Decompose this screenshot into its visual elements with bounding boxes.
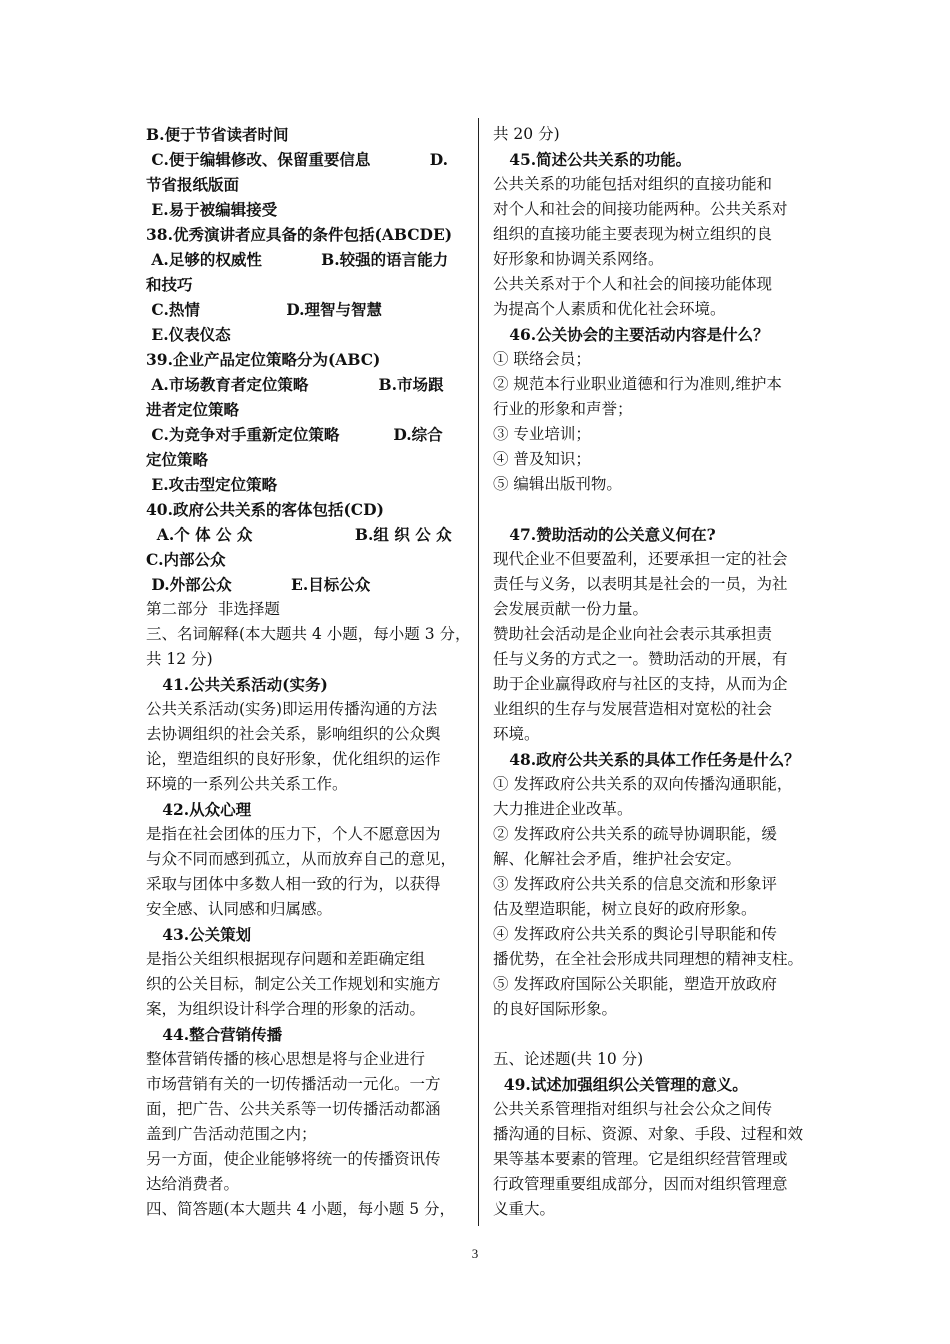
text-line: 环境。 bbox=[493, 725, 540, 743]
text-line: 织的公关目标，制定公关工作规划和实施方 bbox=[146, 975, 441, 993]
text-line: 共 20 分) bbox=[493, 125, 560, 143]
text-line: C.为竞争对手重新定位策略 D.综合 bbox=[146, 425, 443, 444]
text-line: 第二部分 非选择题 bbox=[146, 600, 280, 618]
text-line: 面，把广告、公共关系等一切传播活动都涵 bbox=[146, 1100, 441, 1118]
text-line: 任与义务的方式之一。赞助活动的开展，有 bbox=[493, 650, 788, 668]
text-line: 对个人和社会的间接功能两种。公共关系对 bbox=[493, 200, 788, 218]
text-line: 去协调组织的社会关系，影响组织的公众舆 bbox=[146, 725, 441, 743]
text-line: 公共关系活动(实务)即运用传播沟通的方法 bbox=[146, 700, 438, 718]
right-column bbox=[493, 122, 818, 1222]
text-line bbox=[493, 1022, 818, 1047]
text-line: 义重大。 bbox=[493, 1200, 556, 1218]
text-line: 整体营销传播的核心思想是将与企业进行 bbox=[146, 1050, 426, 1068]
text-line: 赞助社会活动是企业向社会表示其承担责 bbox=[493, 625, 773, 643]
text-line: 48.政府公共关系的具体工作任务是什么？ bbox=[493, 750, 800, 769]
text-line: C.热情 D.理智与智慧 bbox=[146, 300, 382, 319]
text-line: 49.试述加强组织公关管理的意义。 bbox=[493, 1075, 748, 1094]
text-line: 估及塑造职能，树立良好的政府形象。 bbox=[493, 900, 757, 918]
text-line: 安全感、认同感和归属感。 bbox=[146, 900, 333, 918]
text-line: 40.政府公共关系的客体包括(CD) bbox=[146, 500, 384, 519]
text-line: A.市场教育者定位策略 B.市场跟 bbox=[146, 375, 444, 394]
text-line: 与众不同而感到孤立，从而放弃自己的意见， bbox=[146, 850, 457, 868]
text-line: ② 规范本行业职业道德和行为准则,维护本 bbox=[493, 375, 782, 393]
text-line: 采取与团体中多数人相一致的行为，以获得 bbox=[146, 875, 441, 893]
text-line: B.便于节省读者时间 bbox=[146, 125, 289, 144]
text-line: 共 12 分) bbox=[146, 650, 213, 668]
text-line: A.足够的权威性 B.较强的语言能力 bbox=[146, 250, 449, 269]
text-line: 三、名词解释(本大题共 4 小题，每小题 3 分， bbox=[146, 625, 471, 643]
text-line: 大力推进企业改革。 bbox=[493, 800, 633, 818]
column-divider bbox=[478, 118, 479, 1226]
text-line: ④ 发挥政府公共关系的舆论引导职能和传 bbox=[493, 925, 777, 943]
text-line: ④ 普及知识； bbox=[493, 450, 591, 468]
text-line: 45.简述公共关系的功能。 bbox=[493, 150, 692, 169]
text-line: 节省报纸版面 bbox=[146, 175, 240, 194]
text-line: 41.公共关系活动(实务) bbox=[146, 675, 328, 694]
text-line: 四、简答题(本大题共 4 小题，每小题 5 分， bbox=[146, 1200, 455, 1218]
text-line: C.便于编辑修改、保留重要信息 D. bbox=[146, 150, 449, 169]
text-line: 47.赞助活动的公关意义何在? bbox=[493, 525, 716, 544]
text-line: 的良好国际形象。 bbox=[493, 1000, 618, 1018]
text-line: 44.整合营销传播 bbox=[146, 1025, 283, 1044]
text-line: 播沟通的目标、资源、对象、手段、过程和效 bbox=[493, 1125, 804, 1143]
text-line: D.外部公众 E.目标公众 bbox=[146, 575, 371, 594]
text-line: 为提高个人素质和优化社会环境。 bbox=[493, 300, 726, 318]
text-line: 公共关系对于个人和社会的间接功能体现 bbox=[493, 275, 773, 293]
text-line: E.攻击型定位策略 bbox=[146, 475, 278, 494]
page-number: 3 bbox=[471, 1246, 479, 1261]
text-line: E.易于被编辑接受 bbox=[146, 200, 278, 219]
text-line: 是指公关组织根据现存问题和差距确定组 bbox=[146, 950, 426, 968]
text-line: 43.公关策划 bbox=[146, 925, 252, 944]
text-line: 组织的直接功能主要表现为树立组织的良 bbox=[493, 225, 773, 243]
text-line: 助于企业赢得政府与社区的支持，从而为企 bbox=[493, 675, 788, 693]
text-line: ② 发挥政府公共关系的疏导协调职能，缓 bbox=[493, 825, 777, 843]
text-line: 播优势，在全社会形成共同理想的精神支柱。 bbox=[493, 950, 804, 968]
text-line: 论，塑造组织的良好形象，优化组织的运作 bbox=[146, 750, 441, 768]
text-line: 和技巧 bbox=[146, 275, 193, 294]
text-line: 公共关系管理指对组织与社会公众之间传 bbox=[493, 1100, 773, 1118]
text-line: 是指在社会团体的压力下，个人不愿意因为 bbox=[146, 825, 441, 843]
text-line: ① 联络会员； bbox=[493, 350, 591, 368]
text-line: ③ 发挥政府公共关系的信息交流和形象评 bbox=[493, 875, 777, 893]
text-line: 解、化解社会矛盾，维护社会安定。 bbox=[493, 850, 742, 868]
text-line: 五、论述题(共 10 分) bbox=[493, 1050, 644, 1068]
text-line: ③ 专业培训； bbox=[493, 425, 591, 443]
left-column bbox=[146, 122, 471, 1222]
text-line: ⑤ 编辑出版刊物。 bbox=[493, 475, 622, 493]
text-line: 果等基本要素的管理。它是组织经营管理或 bbox=[493, 1150, 788, 1168]
text-line bbox=[493, 497, 818, 522]
text-line: ⑤ 发挥政府国际公关职能，塑造开放政府 bbox=[493, 975, 777, 993]
text-line: 盖到广告活动范围之内； bbox=[146, 1125, 317, 1143]
text-line: 行业的形象和声誉； bbox=[493, 400, 633, 418]
text-line: 业组织的生存与发展营造相对宽松的社会 bbox=[493, 700, 773, 718]
text-line: 42.从众心理 bbox=[146, 800, 252, 819]
text-line: 定位策略 bbox=[146, 450, 209, 469]
text-line: 另一方面，使企业能够将统一的传播资讯传 bbox=[146, 1150, 441, 1168]
text-line: 行政管理重要组成部分，因而对组织管理意 bbox=[493, 1175, 788, 1193]
text-line: 现代企业不但要盈利，还要承担一定的社会 bbox=[493, 550, 788, 568]
text-line: ① 发挥政府公共关系的双向传播沟通职能， bbox=[493, 775, 793, 793]
text-line: C.内部公众 bbox=[146, 550, 226, 569]
text-line: 好形象和协调关系网络。 bbox=[493, 250, 664, 268]
text-line: 会发展贡献一份力量。 bbox=[493, 600, 649, 618]
text-line: 38.优秀演讲者应具备的条件包括(ABCDE) bbox=[146, 225, 453, 244]
text-line: 进者定位策略 bbox=[146, 400, 240, 419]
text-line: 39.企业产品定位策略分为(ABC) bbox=[146, 350, 381, 369]
text-line: 案，为组织设计科学合理的形象的活动。 bbox=[146, 1000, 426, 1018]
text-line: A.个 体 公 众 B.组 织 公 众 bbox=[146, 525, 452, 544]
text-line: 公共关系的功能包括对组织的直接功能和 bbox=[493, 175, 773, 193]
text-line: E.仪表仪态 bbox=[146, 325, 231, 344]
text-line: 责任与义务，以表明其是社会的一员，为社 bbox=[493, 575, 788, 593]
text-line: 环境的一系列公共关系工作。 bbox=[146, 775, 348, 793]
text-line: 达给消费者。 bbox=[146, 1175, 240, 1193]
text-line: 46.公关协会的主要活动内容是什么？ bbox=[493, 325, 769, 344]
text-line: 市场营销有关的一切传播活动一元化。一方 bbox=[146, 1075, 441, 1093]
